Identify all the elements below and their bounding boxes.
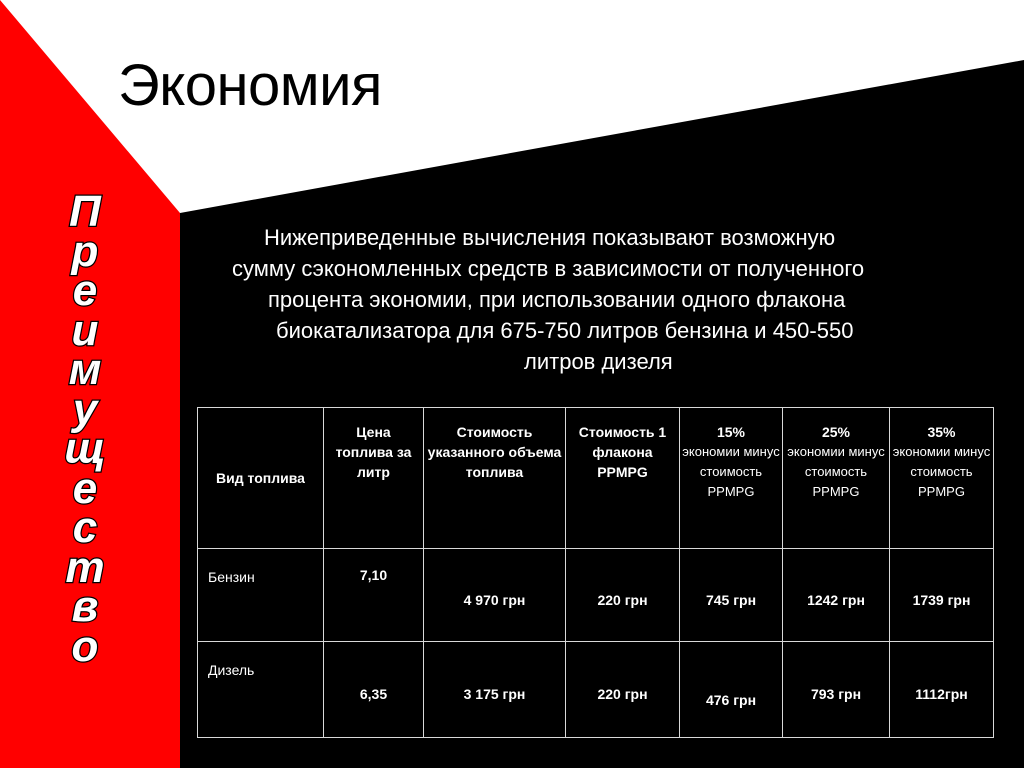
description-line: сумму сэкономленных средств в зависимости от полученного	[232, 256, 865, 281]
side-letter: е	[72, 266, 98, 315]
cost-cell: 3 175 грн	[424, 642, 566, 738]
price-cell: 7,10	[324, 549, 424, 642]
header-savings-15-percent: 15%	[716, 424, 746, 440]
side-letter: у	[72, 384, 98, 434]
side-letter: в	[71, 582, 99, 631]
savings-table	[197, 407, 994, 738]
side-letter: р	[71, 226, 99, 276]
savings-15-cell: 476 грн	[680, 642, 783, 738]
header-savings-35-text: экономии минус стоимость PPMPG	[892, 444, 991, 499]
side-letter: о	[71, 621, 99, 671]
header-savings-25-text: экономии минус стоимость PPMPG	[787, 444, 885, 499]
description-line: процента экономии, при использовании одного флакона	[268, 287, 846, 312]
savings-35-cell: 1112грн	[890, 642, 994, 738]
savings-35-cell: 1739 грн	[890, 549, 994, 642]
savings-25-cell: 1242 грн	[783, 549, 890, 642]
fuel-type-cell: Бензин	[198, 549, 324, 642]
side-letter: П	[69, 187, 101, 236]
table-header-row	[198, 408, 994, 549]
table-row	[198, 549, 994, 642]
header-savings-15-text: экономии минус стоимость PPMPG	[682, 444, 780, 499]
savings-15-cell: 745 грн	[680, 549, 783, 642]
side-letter: е	[72, 463, 98, 513]
side-letter: и	[71, 305, 99, 355]
header-savings-25	[783, 408, 890, 549]
bottle-cost-cell: 220 грн	[566, 642, 680, 738]
table-row	[198, 642, 994, 738]
header-savings-35	[890, 408, 994, 549]
description-line: литров дизеля	[524, 349, 673, 374]
bottle-cost-cell: 220 грн	[566, 549, 680, 642]
fuel-type-cell: Дизель	[198, 642, 324, 738]
header-savings-35-percent: 35%	[927, 424, 956, 440]
header-price: Цена топлива за литр	[324, 408, 424, 549]
description-line: Нижеприведенные вычисления показывают возможную	[264, 225, 836, 250]
description-line: биокатализатора для 675-750 литров бензина и 450-550	[276, 318, 854, 343]
header-fuel-type: Вид топлива	[198, 408, 324, 549]
description-text	[206, 222, 1006, 377]
savings-25-cell: 793 грн	[783, 642, 890, 738]
page-title: Экономия	[118, 53, 382, 118]
side-letter: т	[65, 542, 105, 592]
header-cost-volume: Стоимость указанного объема топлива	[424, 408, 566, 549]
side-letter: м	[68, 345, 102, 394]
vertical-side-label	[40, 187, 130, 671]
header-bottle-cost: Стоимость 1 флакона PPMPG	[566, 408, 680, 549]
side-letter: с	[72, 503, 98, 552]
price-cell: 6,35	[324, 642, 424, 738]
cost-cell: 4 970 грн	[424, 549, 566, 642]
header-savings-15	[680, 408, 783, 549]
header-savings-25-percent: 25%	[821, 424, 851, 440]
side-letter: щ	[64, 424, 106, 473]
